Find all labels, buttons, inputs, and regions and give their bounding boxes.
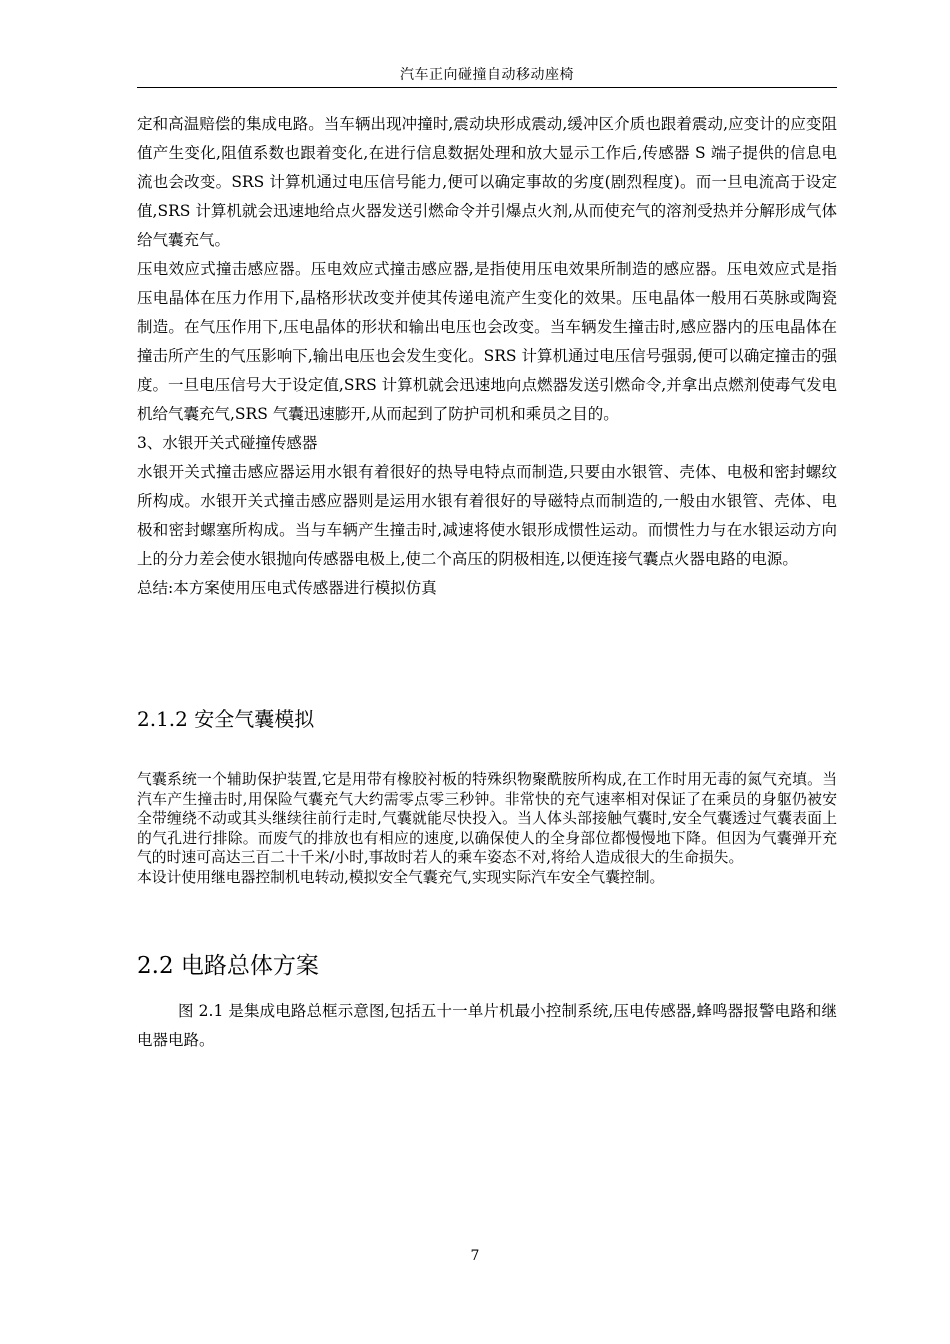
header-divider xyxy=(137,87,837,88)
paragraph-mercury-sensor: 水银开关式撞击感应器运用水银有着很好的热导电特点而制造,只要由水银管、壳体、电极和密封螺纹所构成。水银开关式撞击感应器则是运用水银有着很好的导磁特点而制造的,一般由水银管、壳体、电极和密封螺塞所构成。当与车辆产生撞击时,减速将使水银形成惯性运动。而惯性力与在水银运动方向上的分力差会使水银抛向传感器电极上,使二个高压的阴极相连,以便连接气囊点火器电路的电源。 xyxy=(137,463,837,568)
heading-airbag-simulation: 2.1.2 安全气囊模拟 xyxy=(137,707,315,731)
section-circuit-text xyxy=(137,997,837,1055)
section-sensor-text xyxy=(137,110,837,603)
section-airbag-text xyxy=(137,770,837,888)
paragraph-airbag-design: 本设计使用继电器控制机电转动,模拟安全气囊充气,实现实际汽车安全气囊控制。 xyxy=(137,868,665,886)
paragraph-summary: 总结:本方案使用压电式传感器进行模拟仿真 xyxy=(137,579,437,597)
paragraph-strain-sensor: 定和高温赔偿的集成电路。当车辆出现冲撞时,震动块形成震动,缓冲区介质也跟着震动,应变计的应变阻值产生变化,阻值系数也跟着变化,在进行信息数据处理和放大显示工作后,传感器 S 端子提供的信息电流也会改变。SRS 计算机通过电压信号能力,便可以确定事故的劣度(剧烈程度)。而一旦电流高于设定值,SRS 计算机就会迅速地给点火器发送引燃命令并引爆点火剂,从而使充气的溶剂受热并分解形成气体给气囊充气。 xyxy=(137,115,837,249)
running-header: 汽车正向碰撞自动移动座椅 xyxy=(400,67,574,83)
heading-circuit-plan: 2.2 电路总体方案 xyxy=(137,953,319,979)
page-number: 7 xyxy=(470,1248,480,1264)
list-item-mercury-switch: 3、水银开关式碰撞传感器 xyxy=(137,434,318,452)
paragraph-piezo-sensor: 压电效应式撞击感应器。压电效应式撞击感应器,是指使用压电效果所制造的感应器。压电效应式是指压电晶体在压力作用下,晶格形状改变并使其传递电流产生变化的效果。压电晶体一般用石英脉或陶瓷制造。在气压作用下,压电晶体的形状和输出电压也会改变。当车辆发生撞击时,感应器内的压电晶体在撞击所产生的气压影响下,输出电压也会发生变化。SRS 计算机通过电压信号强弱,便可以确定撞击的强度。一旦电压信号大于设定值,SRS 计算机就会迅速地向点燃器发送引燃命令,并拿出点燃剂使毒气发电机给气囊充气,SRS 气囊迅速膨开,从而起到了防护司机和乘员之目的。 xyxy=(137,260,837,423)
paragraph-airbag-system: 气囊系统一个辅助保护装置,它是用带有橡胶衬板的特殊织物聚酰胺所构成,在工作时用无毒的氮气充填。当汽车产生撞击时,用保险气囊充气大约需零点零三秒钟。非常快的充气速率相对保证了在乘员的身躯仍被安全带缠绕不动或其头继续往前行走时,气囊就能尽快投入。当人体头部接触气囊时,安全气囊透过气囊表面上的气孔进行排除。而废气的排放也有相应的速度,以确保使人的全身部位都慢慢地下降。但因为气囊弹开充气的时速可高达三百二十千米/小时,事故时若人的乘车姿态不对,将给人造成很大的生命损失。 xyxy=(137,771,837,867)
paragraph-circuit-overview: 图 2.1 是集成电路总框示意图,包括五十一单片机最小控制系统,压电传感器,蜂鸣器报警电路和继电器电路。 xyxy=(137,1002,837,1049)
